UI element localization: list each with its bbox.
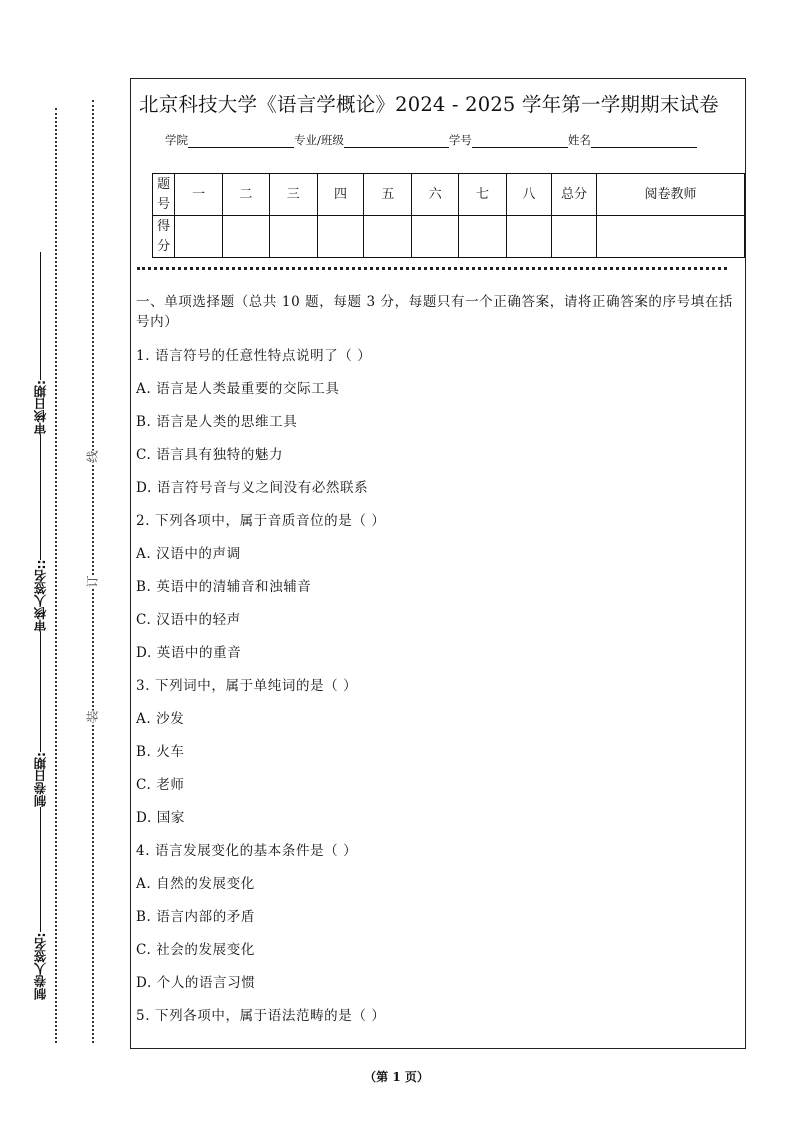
question-stem: 1. 语言符号的任意性特点说明了（ ） [136, 348, 372, 364]
score-cell[interactable] [269, 216, 317, 258]
score-table [152, 173, 745, 258]
col-5: 五 [364, 174, 412, 216]
answer-option: D. 语言符号音与义之间没有必然联系 [136, 480, 369, 496]
preparer-signature-label: 制卷人签名: [33, 932, 48, 1000]
college-field[interactable] [188, 135, 294, 148]
col-8: 八 [506, 174, 551, 216]
answer-option: B. 英语中的清辅音和浊辅音 [136, 579, 312, 595]
col-4: 四 [317, 174, 364, 216]
dotted-line-outer [55, 108, 57, 1043]
reviewer-signature-label: 审核人签名:: [33, 560, 48, 633]
col-7: 七 [459, 174, 507, 216]
question-number-header: 题号 [153, 174, 175, 216]
question-list [136, 292, 736, 1039]
col-6: 六 [412, 174, 459, 216]
student-id-label: 学号 [448, 133, 472, 147]
exam-title: 北京科技大学《语言学概论》2024 - 2025 学年第一学期期末试卷 [139, 93, 719, 116]
answer-option: B. 火车 [136, 744, 185, 760]
col-1: 一 [175, 174, 223, 216]
score-cell[interactable] [222, 216, 269, 258]
col-2: 二 [222, 174, 269, 216]
col-3: 三 [269, 174, 317, 216]
student-id-field[interactable] [472, 135, 568, 148]
score-cell[interactable] [551, 216, 596, 258]
page-number: （第 1 页） [364, 1070, 429, 1084]
answer-option: A. 语言是人类最重要的交际工具 [136, 381, 340, 397]
major-class-field[interactable] [344, 135, 449, 148]
answer-option: D. 国家 [136, 810, 185, 826]
cut-mark-ding: 订 [85, 575, 100, 588]
preparer-signature-line [41, 808, 42, 933]
score-cell[interactable] [459, 216, 507, 258]
score-cell[interactable] [317, 216, 364, 258]
score-cell[interactable] [506, 216, 551, 258]
question-stem: 4. 语言发展变化的基本条件是（ ） [136, 843, 358, 859]
name-label: 姓名 [567, 133, 591, 147]
student-info [165, 132, 697, 148]
score-cell[interactable] [175, 216, 223, 258]
answer-option: C. 老师 [136, 777, 185, 793]
answer-option: D. 个人的语言习惯 [136, 975, 256, 991]
answer-option: C. 汉语中的轻声 [136, 612, 241, 628]
name-field[interactable] [591, 135, 697, 148]
exam-frame [130, 78, 746, 1049]
question-stem: 5. 下列各项中，属于语法范畴的是（ ） [136, 1008, 386, 1024]
dotted-line-inner [92, 100, 94, 1043]
answer-option: A. 汉语中的声调 [136, 546, 241, 562]
answer-option: B. 语言内部的矛盾 [136, 909, 256, 925]
answer-option: A. 自然的发展变化 [136, 876, 255, 892]
prepare-date-line [41, 633, 42, 753]
question-stem: 2. 下列各项中，属于音质音位的是（ ） [136, 513, 386, 529]
answer-option: C. 语言具有独特的魅力 [136, 447, 284, 463]
score-cell[interactable] [364, 216, 412, 258]
reviewer-signature-line [41, 435, 42, 560]
score-cell[interactable] [596, 216, 744, 258]
score-cell[interactable] [412, 216, 459, 258]
prepare-date-label: 制卷日期: [33, 752, 48, 808]
question-stem: 3. 下列词中，属于单纯词的是（ ） [136, 678, 358, 694]
section-heading: 一、单项选择题（总共 10 题，每题 3 分，每题只有一个正确答案，请将正确答案的序号填在括号内） [136, 294, 734, 330]
major-class-label: 专业/班级 [294, 133, 344, 147]
col-grader: 阅卷教师 [596, 174, 744, 216]
separator [137, 267, 727, 270]
answer-option: D. 英语中的重音 [136, 645, 242, 661]
col-total: 总分 [551, 174, 596, 216]
answer-option: C. 社会的发展变化 [136, 942, 255, 958]
answer-option: A. 沙发 [136, 711, 185, 727]
review-date-label: 审核日期: [33, 380, 48, 435]
binding-margin [30, 100, 52, 1000]
review-date-line [41, 252, 42, 380]
cut-mark-xian: 线 [85, 450, 100, 463]
answer-option: B. 语言是人类的思维工具 [136, 414, 298, 430]
college-label: 学院 [165, 133, 188, 147]
cut-mark-zhuang: 装 [85, 710, 100, 723]
score-header: 得分 [153, 216, 175, 258]
